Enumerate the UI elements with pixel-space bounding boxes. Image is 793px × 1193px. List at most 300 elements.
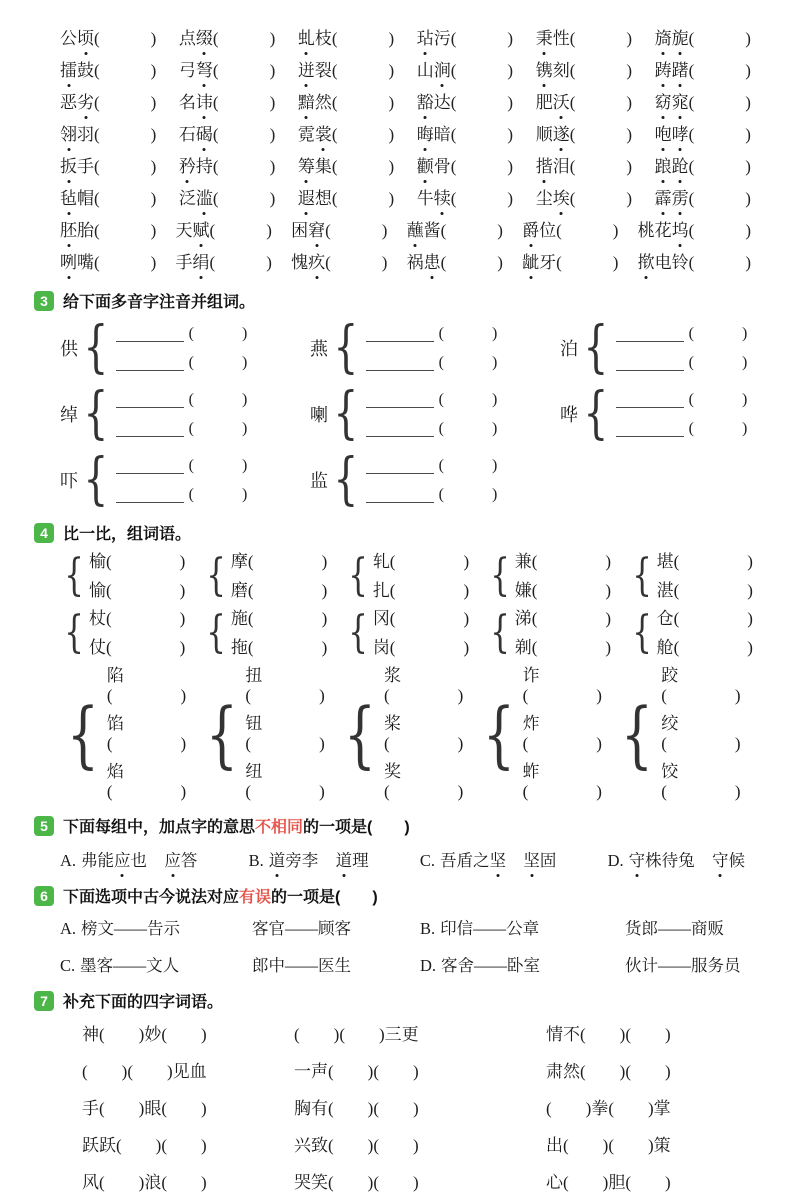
idiom-completion-exercise xyxy=(38,1020,757,1193)
char: 道 xyxy=(269,847,286,871)
question-title-text: 补充下面的四字词语。 xyxy=(63,994,224,1012)
char: 株 xyxy=(645,851,662,871)
word-item xyxy=(60,120,156,145)
word-item xyxy=(298,120,394,145)
idiom-blank: 神( )妙( ) xyxy=(82,1025,207,1045)
pinyin-blank: ( ) xyxy=(556,220,619,240)
dotted-word xyxy=(522,221,556,240)
char: 肥 xyxy=(535,92,553,112)
compare-item: 蚱( ) xyxy=(522,762,602,801)
polyphone-char: 燕 xyxy=(310,339,328,359)
word-row xyxy=(60,212,751,244)
word-item xyxy=(522,216,618,241)
idiom-blank: 肃然( )( ) xyxy=(546,1062,671,1082)
word-row xyxy=(60,116,751,148)
char: 持 xyxy=(195,156,213,176)
dotted-word xyxy=(60,29,94,48)
choice-label: A. xyxy=(60,851,77,871)
compare-item: 扭( ) xyxy=(245,666,325,705)
char: 豁 xyxy=(417,88,434,113)
char: 泪 xyxy=(552,156,570,176)
char: 胎 xyxy=(77,220,94,240)
answer-line xyxy=(366,487,498,503)
brace-icon: { xyxy=(83,315,109,380)
dotted-phrase xyxy=(440,851,506,870)
compare-item: 施( ) xyxy=(230,609,328,629)
pinyin-blank: ( ) xyxy=(94,188,157,208)
title-prefix: 下面选项中古今说法对应 xyxy=(63,889,240,907)
polyphone-group xyxy=(310,381,560,446)
pinyin-blank: ( ) xyxy=(688,220,751,240)
mapping-text: 客官——顾客 xyxy=(252,919,351,939)
idiom-blank: 出( )( )策 xyxy=(546,1136,671,1156)
pinyin-blank: ( ) xyxy=(688,156,751,176)
compare-group xyxy=(614,666,753,801)
pinyin-blank: ( ) xyxy=(331,156,395,176)
word-item xyxy=(298,88,394,113)
compare-group xyxy=(344,609,469,657)
compare-group xyxy=(344,552,469,600)
pinyin-blank: ( ) xyxy=(212,60,276,80)
brace-icon: { xyxy=(583,381,609,446)
dotted-phrase xyxy=(164,851,197,870)
compare-items xyxy=(373,552,469,600)
pinyin-blank: ( ) xyxy=(212,28,276,48)
compare-item: 钮( ) xyxy=(245,714,325,753)
pinyin-blank: ( ) xyxy=(94,60,157,80)
pinyin-line-blank xyxy=(366,357,434,371)
word-item xyxy=(655,88,751,113)
pinyin-blank: ( ) xyxy=(450,156,514,176)
dotted-phrase xyxy=(269,851,319,870)
pinyin-blank: ( ) xyxy=(209,220,272,240)
brace-icon: { xyxy=(206,550,226,602)
dotted-word xyxy=(407,253,441,272)
char: 骨 xyxy=(433,156,451,176)
brace-icon: { xyxy=(621,691,654,776)
brace-icon: { xyxy=(333,381,359,446)
compare-items xyxy=(661,666,753,801)
question-title-text: 比一比，组词语。 xyxy=(63,526,192,543)
char: 旁 xyxy=(285,851,302,871)
word-item xyxy=(655,184,751,209)
mapping-text: 墨客——文人 xyxy=(80,956,180,976)
compare-item: 嫌( ) xyxy=(514,580,612,600)
compare-row xyxy=(60,666,753,801)
char: 铃 xyxy=(671,252,689,272)
char: 弓 xyxy=(178,60,196,80)
compare-group xyxy=(628,609,753,657)
answer-line xyxy=(116,487,248,503)
dotted-word xyxy=(291,221,325,240)
pinyin-line-blank xyxy=(116,357,184,371)
pinyin-line-blank xyxy=(116,423,184,437)
char: 蘸 xyxy=(407,216,424,241)
polyphone-char: 喇 xyxy=(310,405,328,425)
answer-lines xyxy=(366,392,498,437)
word-item xyxy=(655,152,751,177)
char: 手 xyxy=(175,252,193,272)
char: 手 xyxy=(77,156,94,176)
title-prefix: 下面每组中，加点字的意思 xyxy=(63,819,256,837)
word-item xyxy=(60,152,156,177)
choice-option xyxy=(60,847,197,871)
compare-items xyxy=(231,609,327,657)
answer-lines xyxy=(616,326,748,371)
mapping-item xyxy=(60,952,252,976)
compare-item: 磨( ) xyxy=(230,580,328,600)
char: 顷 xyxy=(77,24,94,49)
word-item xyxy=(536,56,632,81)
word-item xyxy=(655,24,751,49)
char: 胚 xyxy=(60,216,77,241)
char: 窈 xyxy=(655,88,672,113)
char: 疚 xyxy=(308,248,325,273)
title-highlight: 有误 xyxy=(239,889,272,907)
idiom-blank: 胸有( )( ) xyxy=(294,1099,419,1119)
char: 答 xyxy=(180,851,198,871)
dotted-word xyxy=(60,189,94,208)
pinyin-line-blank xyxy=(616,423,684,437)
char: 应 xyxy=(114,847,131,871)
choice-option xyxy=(420,847,556,871)
compare-items xyxy=(515,552,611,600)
word-item xyxy=(536,184,632,209)
polyphone-char: 绰 xyxy=(60,405,78,425)
char: 鼓 xyxy=(77,60,94,80)
dotted-phrase xyxy=(81,851,147,870)
word-item xyxy=(655,120,751,145)
pinyin-blank: ( ) xyxy=(688,252,751,272)
brace-icon: { xyxy=(348,550,368,602)
dotted-word xyxy=(60,221,94,240)
choice-option xyxy=(249,847,369,871)
char: 旖 xyxy=(655,24,672,49)
pinyin-blank: ( ) xyxy=(94,124,157,144)
dotted-word xyxy=(291,253,325,272)
char: 擂 xyxy=(60,56,77,81)
compare-item: 纽( ) xyxy=(245,762,325,801)
dotted-word xyxy=(638,221,689,240)
pinyin-line-blank xyxy=(366,460,434,474)
char: 嘴 xyxy=(77,252,94,272)
char: 理 xyxy=(352,851,369,871)
char: 窕 xyxy=(672,88,689,113)
compare-group xyxy=(202,609,327,657)
idiom-blank: ( )( )见血 xyxy=(82,1062,207,1082)
word-item xyxy=(407,248,503,273)
polyphone-exercise xyxy=(38,315,757,512)
char: 天 xyxy=(175,220,193,240)
word-row xyxy=(60,148,751,180)
pinyin-blank: ( ) xyxy=(212,156,276,176)
char: 山 xyxy=(416,60,434,80)
choice-label: D. xyxy=(607,851,624,871)
compare-item: 轧( ) xyxy=(372,552,470,571)
dotted-word xyxy=(179,157,213,176)
char: 之 xyxy=(473,851,490,871)
brace-icon: { xyxy=(64,607,84,659)
compare-items xyxy=(89,552,185,600)
char: 盾 xyxy=(456,851,474,871)
compare-item: 炸( ) xyxy=(522,714,602,753)
idiom-blank: 兴致( )( ) xyxy=(294,1136,419,1156)
compare-item: 杖( ) xyxy=(89,609,186,629)
compare-item: 愉( ) xyxy=(89,580,186,600)
char: 应 xyxy=(164,847,181,871)
mapping-text: 伙计——服务员 xyxy=(625,956,741,976)
dotted-phrase xyxy=(712,851,745,870)
pinyin-line-blank xyxy=(116,328,184,342)
brace-icon: { xyxy=(206,607,226,659)
pinyin-blank: ( ) xyxy=(450,124,514,144)
pinyin-blank: ( ) xyxy=(440,252,503,272)
answer-line xyxy=(366,421,498,437)
char: 能 xyxy=(97,851,115,871)
pinyin-blank: ( ) xyxy=(331,188,395,208)
dotted-word xyxy=(536,125,570,144)
word-blank: ( ) xyxy=(438,353,498,371)
compare-items xyxy=(657,609,753,657)
word-item xyxy=(60,24,156,49)
pinyin-blank: ( ) xyxy=(569,92,633,112)
word-item xyxy=(179,120,275,145)
word-item xyxy=(536,88,632,113)
pinyin-blank: ( ) xyxy=(94,92,157,112)
polyphone-group xyxy=(60,315,310,380)
compare-item: 陷( ) xyxy=(106,666,187,705)
idiom-blank: 风( )浪( ) xyxy=(82,1173,207,1193)
idiom-blank: 一声( )( ) xyxy=(294,1062,419,1082)
dotted-word xyxy=(407,221,441,240)
pinyin-blank: ( ) xyxy=(688,28,751,48)
pinyin-blank: ( ) xyxy=(440,220,503,240)
brace-icon: { xyxy=(333,447,359,512)
char: 讳 xyxy=(196,88,213,113)
char: 患 xyxy=(424,248,441,273)
char: 花 xyxy=(654,220,672,240)
char: 矜 xyxy=(179,152,196,177)
question-number-badge: 4 xyxy=(34,523,54,543)
char: 扳 xyxy=(60,152,77,177)
choice-label: C. xyxy=(60,956,76,976)
dotted-word xyxy=(179,61,213,80)
pinyin-line-blank xyxy=(366,489,434,503)
answer-line xyxy=(116,326,248,342)
word-item xyxy=(179,56,275,81)
char: 名 xyxy=(178,92,196,112)
dotted-word xyxy=(298,93,332,112)
question-title-text: 给下面多音字注音并组词。 xyxy=(63,294,256,311)
brace-icon: { xyxy=(489,607,510,659)
compare-item: 摩( ) xyxy=(230,552,328,571)
compare-item: 桨( ) xyxy=(384,714,464,753)
compare-items xyxy=(107,666,199,801)
mapping-text: 货郎——商贩 xyxy=(625,919,724,939)
choice-label: B. xyxy=(420,919,436,939)
char: 待 xyxy=(661,851,679,871)
dotted-word xyxy=(638,253,689,272)
char: 顺 xyxy=(535,124,553,144)
pinyin-line-blank xyxy=(616,357,684,371)
word-annotation-list xyxy=(60,20,751,276)
word-item xyxy=(417,88,513,113)
brace-icon: { xyxy=(489,550,510,602)
polyphone-group xyxy=(560,315,757,380)
compare-item: 焰( ) xyxy=(106,762,187,801)
pinyin-blank: ( ) xyxy=(94,220,157,240)
word-blank: ( ) xyxy=(438,390,498,408)
word-item xyxy=(298,184,394,209)
answer-line xyxy=(366,326,498,342)
compare-words-exercise xyxy=(38,552,757,801)
char: 坚 xyxy=(523,847,540,871)
compare-item: 饺( ) xyxy=(661,762,741,801)
dotted-word xyxy=(60,253,94,272)
pinyin-line-blank xyxy=(116,489,184,503)
dotted-word xyxy=(655,125,689,144)
char: 想 xyxy=(314,188,332,208)
char: 涧 xyxy=(434,56,451,81)
polyphone-group xyxy=(560,381,757,446)
compare-item: 仗( ) xyxy=(89,637,186,657)
pinyin-line-blank xyxy=(116,394,184,408)
brace-icon: { xyxy=(631,550,652,602)
compare-item: 馅( ) xyxy=(106,714,187,753)
answer-line xyxy=(366,458,498,474)
compare-item: 湛( ) xyxy=(656,580,753,600)
question-number-badge: 5 xyxy=(34,816,54,836)
compare-items xyxy=(657,552,753,600)
word-item xyxy=(638,216,751,241)
word-row xyxy=(60,244,751,276)
char: 揿 xyxy=(638,248,655,273)
answer-line xyxy=(116,458,248,474)
compare-group xyxy=(60,552,185,600)
word-item xyxy=(417,120,513,145)
compare-item: 榆( ) xyxy=(89,552,186,571)
char: 踉 xyxy=(655,152,672,177)
dotted-word xyxy=(536,61,570,80)
dotted-word xyxy=(536,93,570,112)
word-item xyxy=(522,248,618,273)
answer-line xyxy=(366,355,498,371)
char: 枝 xyxy=(314,28,332,48)
answer-line xyxy=(116,421,248,437)
word-item xyxy=(655,56,751,81)
compare-group xyxy=(486,609,611,657)
dotted-word xyxy=(417,93,451,112)
compare-items xyxy=(89,609,185,657)
idiom-blank: ( )拳( )掌 xyxy=(546,1099,671,1119)
ancient-modern-mapping xyxy=(38,915,757,976)
dotted-phrase xyxy=(629,851,695,870)
char: 达 xyxy=(433,92,451,112)
word-row xyxy=(60,180,751,212)
choice-label: A. xyxy=(60,919,77,939)
word-blank: ( ) xyxy=(688,390,748,408)
mapping-text: 客舍——卧室 xyxy=(441,956,541,976)
pinyin-blank: ( ) xyxy=(331,92,395,112)
char: 缀 xyxy=(196,24,213,49)
word-item xyxy=(179,88,275,113)
word-item xyxy=(536,24,632,49)
question-number-badge: 3 xyxy=(34,291,54,311)
dotted-word xyxy=(536,29,570,48)
char: 咧 xyxy=(60,248,77,273)
question-number-badge: 6 xyxy=(34,886,54,906)
dotted-word xyxy=(536,189,570,208)
pinyin-blank: ( ) xyxy=(569,188,633,208)
dotted-word xyxy=(179,29,213,48)
compare-items xyxy=(523,666,615,801)
compare-row xyxy=(60,552,753,600)
char: 公 xyxy=(60,28,77,48)
answer-lines xyxy=(116,326,248,371)
word-blank: ( ) xyxy=(188,456,248,474)
word-blank: ( ) xyxy=(438,456,498,474)
pinyin-line-blank xyxy=(366,423,434,437)
compare-item: 浆( ) xyxy=(384,666,464,705)
char: 咆 xyxy=(655,120,672,145)
char: 揩 xyxy=(536,152,553,177)
char: 帽 xyxy=(77,188,94,208)
word-blank: ( ) xyxy=(438,324,498,342)
dotted-word xyxy=(60,93,94,112)
char: 守 xyxy=(629,847,646,871)
word-item xyxy=(417,56,513,81)
pinyin-blank: ( ) xyxy=(688,60,751,80)
char: 沃 xyxy=(553,88,570,113)
dotted-phrase xyxy=(523,851,556,870)
word-item xyxy=(291,248,387,273)
word-row xyxy=(60,84,751,116)
pinyin-blank: ( ) xyxy=(569,60,633,80)
word-item xyxy=(60,248,156,273)
pinyin-blank: ( ) xyxy=(94,156,157,176)
question-title-text xyxy=(63,884,378,907)
char: 裂 xyxy=(314,60,332,80)
char: 刻 xyxy=(552,60,570,80)
char: 位 xyxy=(539,220,557,240)
char: 酱 xyxy=(423,220,441,240)
char: 霹 xyxy=(655,184,672,209)
compare-item: 冈( ) xyxy=(372,609,470,629)
answer-line xyxy=(616,392,748,408)
char: 翎 xyxy=(60,120,77,145)
polyphone-char: 监 xyxy=(310,471,328,491)
word-item xyxy=(60,216,156,241)
char: 桃 xyxy=(637,220,655,240)
question-4-title xyxy=(34,521,757,544)
word-item xyxy=(407,216,503,241)
idiom-blank: 心( )胆( ) xyxy=(546,1173,671,1193)
pinyin-blank: ( ) xyxy=(325,220,388,240)
mapping-item xyxy=(252,915,420,939)
char: 坞 xyxy=(672,216,689,241)
word-item xyxy=(60,184,156,209)
char: 道 xyxy=(336,847,353,871)
pinyin-blank: ( ) xyxy=(212,188,276,208)
dotted-word xyxy=(60,157,94,176)
word-item xyxy=(417,24,513,49)
dotted-word xyxy=(417,189,451,208)
dotted-word xyxy=(655,93,689,112)
word-blank: ( ) xyxy=(688,419,748,437)
pinyin-blank: ( ) xyxy=(331,28,395,48)
char: 污 xyxy=(433,28,451,48)
word-blank: ( ) xyxy=(188,353,248,371)
